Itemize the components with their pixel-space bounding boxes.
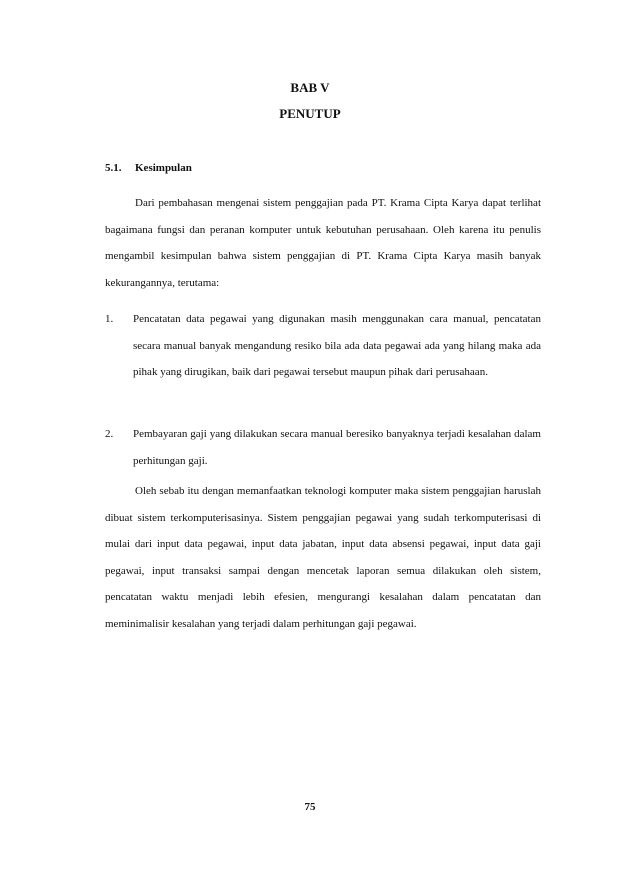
list-item-text: Pencatatan data pegawai yang digunakan masih menggunakan cara manual, pencatatan secara manual banyak mengandung resiko bila ada data pegawai ada yang hilang maka ada pihak yang dirugikan, baik dari pegawai tersebut maupun pihak dari perusahaan. [133, 313, 541, 378]
chapter-title: PENUTUP [279, 106, 341, 121]
paragraph-intro [105, 190, 541, 296]
chapter-number: BAB V [290, 80, 330, 95]
page-number: 75 [304, 801, 316, 813]
list-marker: 2. [105, 428, 114, 440]
list-item-text: Pembayaran gaji yang dilakukan secara manual beresiko banyaknya terjadi kesalahan dalam perhitungan gaji. [133, 428, 541, 467]
list-item [105, 421, 541, 474]
paragraph-intro-text: Dari pembahasan mengenai sistem penggajian pada PT. Krama Cipta Karya dapat terlihat bagaimana fungsi dan peranan komputer untuk kebutuhan perusahaan. Oleh karena itu penulis mengambil kesimpulan bahwa sistem penggajian di PT. Krama Cipta Karya masih banyak kekurangannya, terutama: [105, 197, 541, 289]
paragraph-conclusion [105, 478, 541, 637]
section-title: Kesimpulan [135, 162, 192, 174]
paragraph-conclusion-text: Oleh sebab itu dengan memanfaatkan teknologi komputer maka sistem penggajian haruslah dibuat sistem terkomputerisasinya. Sistem penggajian pegawai yang sudah terkomputerisasi di mulai dari input data pegawai, input data jabatan, input data absensi pegawai, input data gaji pegawai, input transaksi sampai dengan mencetak laporan semua dilakukan oleh sistem, pencatatan waktu menjadi lebih efesien, mengurangi kesalahan dalam pencatatan dan meminimalisir kesalahan yang terjadi dalam perhitungan gaji pegawai. [105, 485, 541, 630]
section-number: 5.1. [105, 162, 122, 174]
section-heading [105, 160, 192, 176]
list-marker: 1. [105, 313, 114, 325]
list-item [105, 306, 541, 386]
